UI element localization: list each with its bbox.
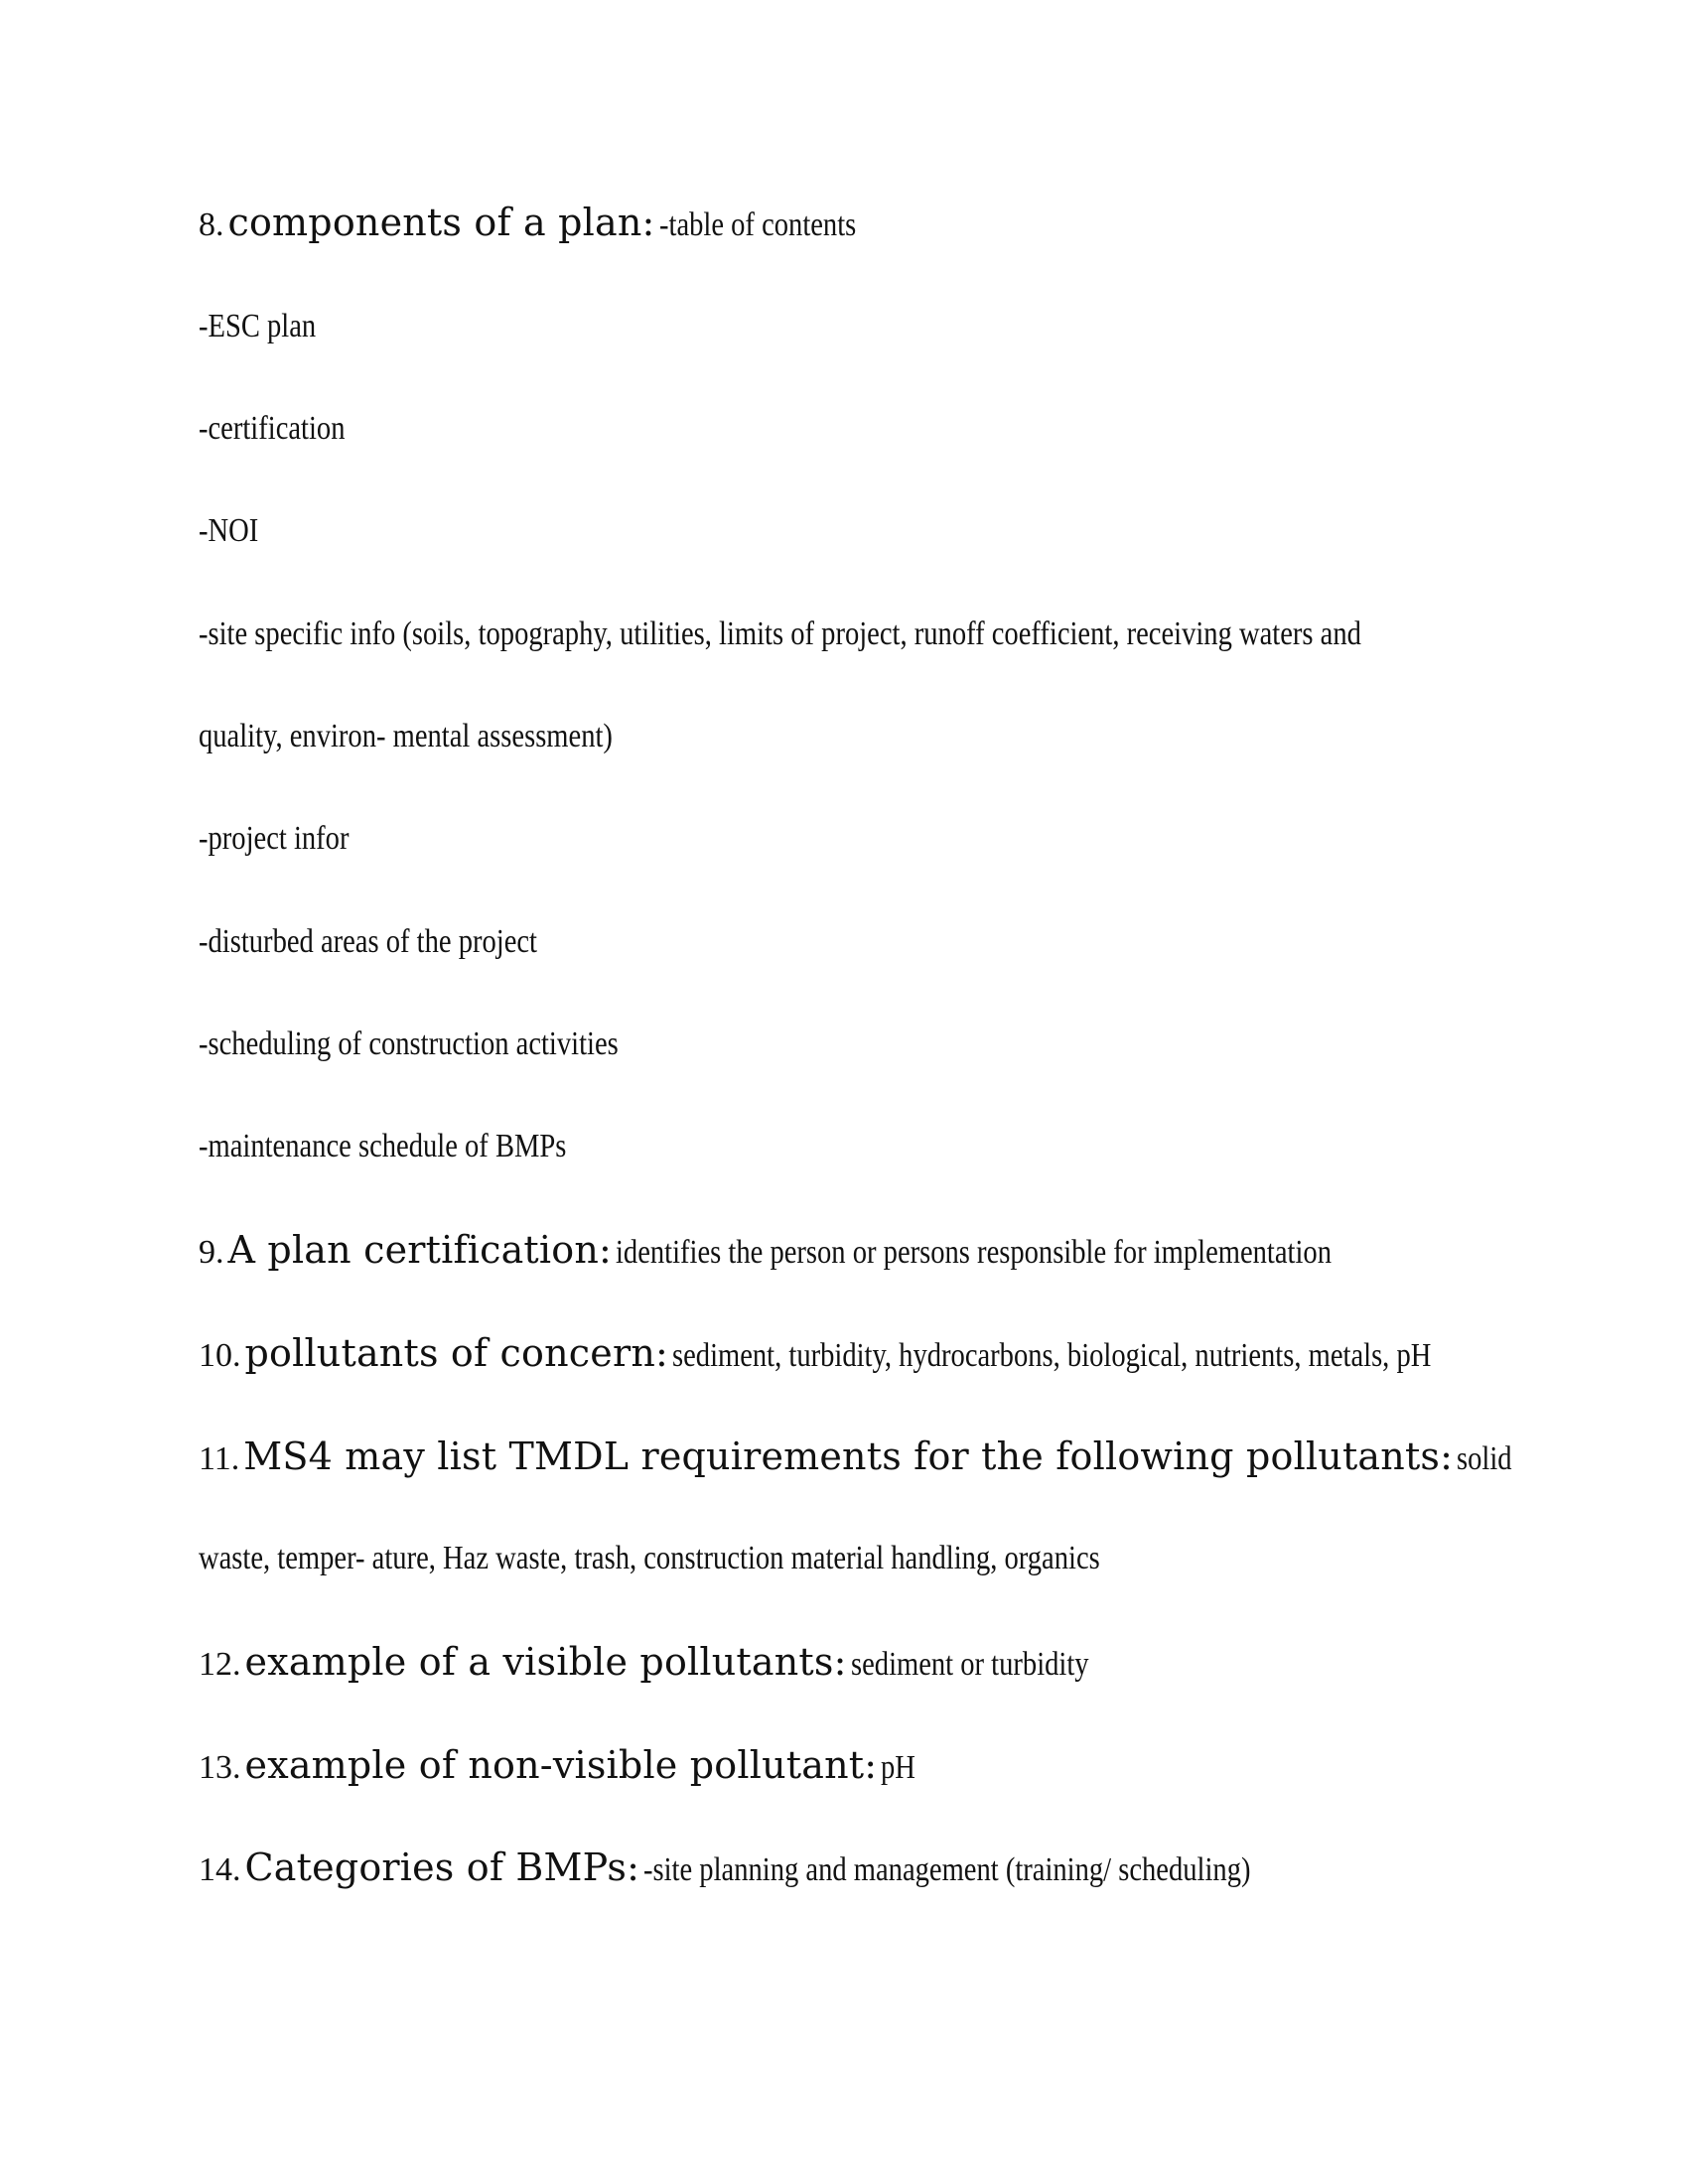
list-item-text: -disturbed areas of the project <box>199 923 538 960</box>
item-answer: -table of contents <box>658 206 856 243</box>
item-answer: sediment, turbidity, hydrocarbons, biological, nutrients, metals, pH <box>672 1337 1432 1374</box>
item-10 <box>199 1331 1509 1375</box>
item-8 <box>199 201 1509 244</box>
list-item <box>199 1027 1509 1061</box>
item-term: components of a plan: <box>227 201 655 244</box>
list-item-text: -scheduling of construction activities <box>199 1025 619 1062</box>
item-answer: identifies the person or persons responsible for implementation <box>616 1234 1332 1271</box>
item-answer: sediment or turbidity <box>850 1646 1089 1683</box>
list-item <box>199 925 1509 959</box>
item-term: A plan certification: <box>227 1228 613 1272</box>
list-item <box>199 720 1509 753</box>
list-item <box>199 1542 1509 1575</box>
list-item-text: quality, environ- mental assessment) <box>199 718 613 754</box>
item-number: 13. <box>199 1749 241 1786</box>
item-number: 9. <box>199 1234 224 1271</box>
item-14 <box>199 1845 1509 1889</box>
list-item-text: -certification <box>199 410 346 447</box>
list-item <box>199 514 1509 548</box>
item-number: 12. <box>199 1646 241 1683</box>
item-number: 14. <box>199 1851 241 1888</box>
item-12 <box>199 1640 1509 1684</box>
item-answer: solid <box>1457 1440 1512 1477</box>
list-item <box>199 412 1509 446</box>
item-answer: pH <box>881 1749 916 1786</box>
list-item-text: -project infor <box>199 820 350 857</box>
list-item-text: waste, temper- ature, Haz waste, trash, construction material handling, organics <box>199 1540 1100 1576</box>
item-answer: -site planning and management (training/ scheduling) <box>643 1851 1251 1888</box>
item-13 <box>199 1743 1509 1787</box>
item-term: pollutants of concern: <box>244 1331 669 1375</box>
item-term: MS4 may list TMDL requirements for the following pollutants: <box>243 1434 1454 1478</box>
item-number: 8. <box>199 206 224 243</box>
list-item-text: -NOI <box>199 512 259 549</box>
item-number: 10. <box>199 1337 241 1374</box>
list-item <box>199 310 1509 343</box>
item-term: example of non-visible pollutant: <box>244 1743 878 1787</box>
item-11 <box>199 1434 1512 1478</box>
list-item <box>199 1130 1509 1163</box>
list-item-text: -site specific info (soils, topography, utilities, limits of project, runoff coefficient, receiving waters and <box>199 615 1361 652</box>
item-9 <box>199 1228 1509 1272</box>
item-term: example of a visible pollutants: <box>244 1640 847 1684</box>
list-item <box>199 822 1509 856</box>
item-term: Categories of BMPs: <box>244 1845 640 1889</box>
item-number: 11. <box>199 1440 240 1477</box>
list-item-text: -maintenance schedule of BMPs <box>199 1128 567 1164</box>
list-item <box>199 617 1509 651</box>
list-item-text: -ESC plan <box>199 308 317 344</box>
